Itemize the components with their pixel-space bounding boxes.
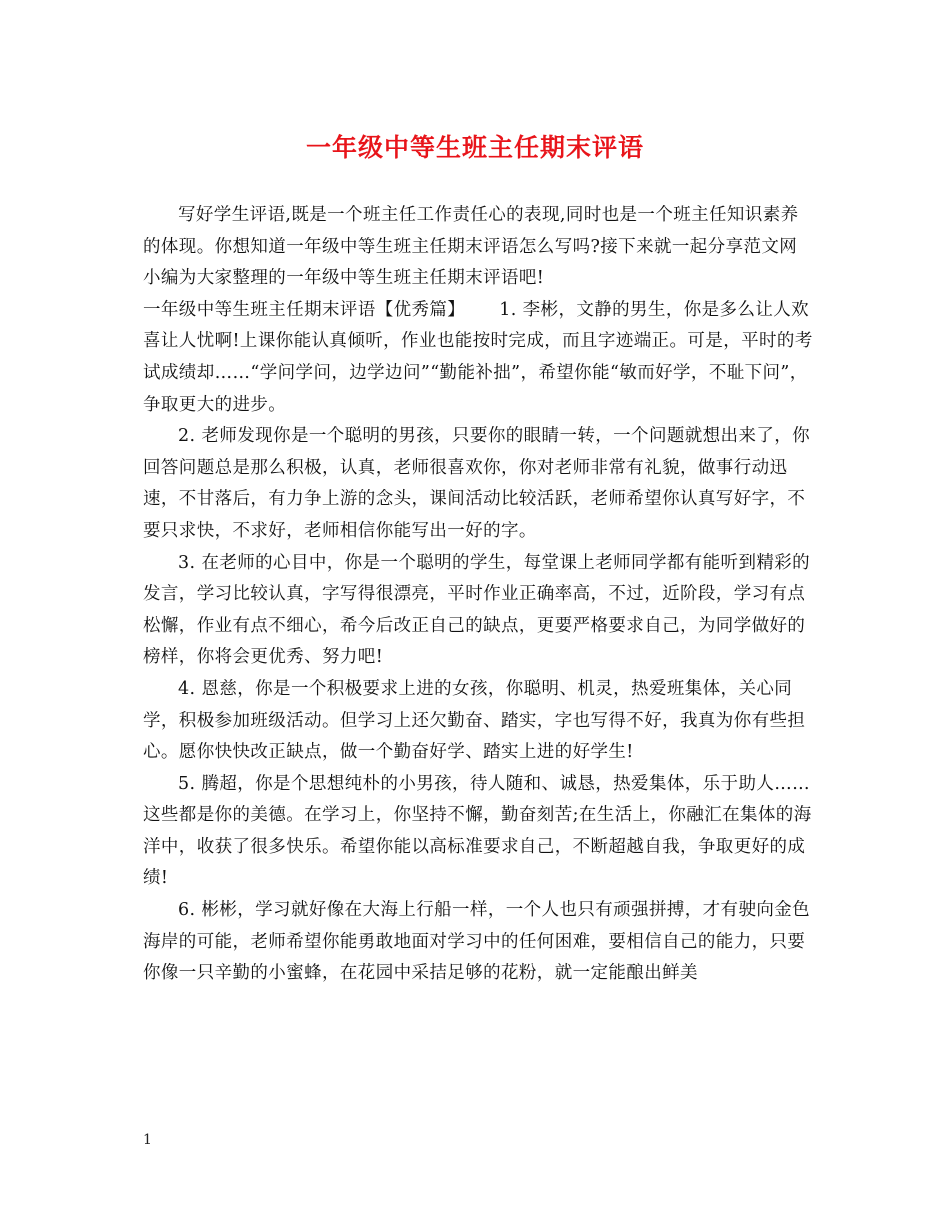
comment-2: 2. 老师发现你是一个聪明的男孩，只要你的眼睛一转，一个问题就想出来了，你回答问题总是那么积极，认真，老师很喜欢你，你对老师非常有礼貌，做事行动迅速，不甘落后，有力争上游的念头，课间活动比较活跃，老师希望你认真写好字，不要只求快，不求好，老师相信你能写出一好的字。 xyxy=(143,426,811,541)
comment-3: 3. 在老师的心目中，你是一个聪明的学生，每堂课上老师同学都有能听到精彩的发言，学习比较认真，字写得很漂亮，平时作业正确率高，不过，近阶段，学习有点松懈，作业有点不细心，希今后改正自己的缺点，更要严格要求自己，为同学做好的榜样，你将会更优秀、努力吧! xyxy=(143,552,811,668)
comment-1: 1. 李彬，文静的男生，你是多么让人欢喜让人忧啊!上课你能认真倾听，作业也能按时完成，而且字迹端正。可是，平时的考试成绩却……“学问学问，边学边问”“勤能补拙”，希望你能“敏而好学，不耻下问”，争取更大的进步。 xyxy=(143,299,813,415)
comment-4: 4. 恩慈，你是一个积极要求上进的女孩，你聪明、机灵，热爱班集体，关心同学，积极参加班级活动。但学习上还欠勤奋、踏实，字也写得不好，我真为你有些担心。愿你快快改正缺点，做一个勤奋好学、踏实上进的好学生! xyxy=(143,678,806,763)
section-heading: 一年级中等生班主任期末评语【优秀篇】 xyxy=(143,299,466,320)
intro-paragraph: 写好学生评语,既是一个班主任工作责任心的表现,同时也是一个班主任知识素养的体现。你想知道一年级中等生班主任期末评语怎么写吗?接下来就一起分享范文网小编为大家整理的一年级中等生班主任期末评语吧! xyxy=(143,205,799,289)
document-body xyxy=(143,200,815,990)
document-title: 一年级中等生班主任期末评语 xyxy=(305,133,644,162)
comment-6: 6. 彬彬，学习就好像在大海上行船一样，一个人也只有顽强拼搏，才有驶向金色海岸的可能，老师希望你能勇敢地面对学习中的任何困难，要相信自己的能力，只要你像一只辛勤的小蜜蜂，在花园中采拮足够的花粉，就一定能酿出鲜美 xyxy=(143,900,811,984)
page-number: 1 xyxy=(143,1132,152,1148)
comment-5: 5. 腾超，你是个思想纯朴的小男孩，待人随和、诚恳，热爱集体，乐于助人……这些都是你的美德。在学习上，你坚持不懈，勤奋刻苦;在生活上，你融汇在集体的海洋中，收获了很多快乐。希望你能以高标准要求自己，不断超越自我，争取更好的成绩! xyxy=(143,773,812,889)
section-heading-paragraph xyxy=(143,295,815,421)
